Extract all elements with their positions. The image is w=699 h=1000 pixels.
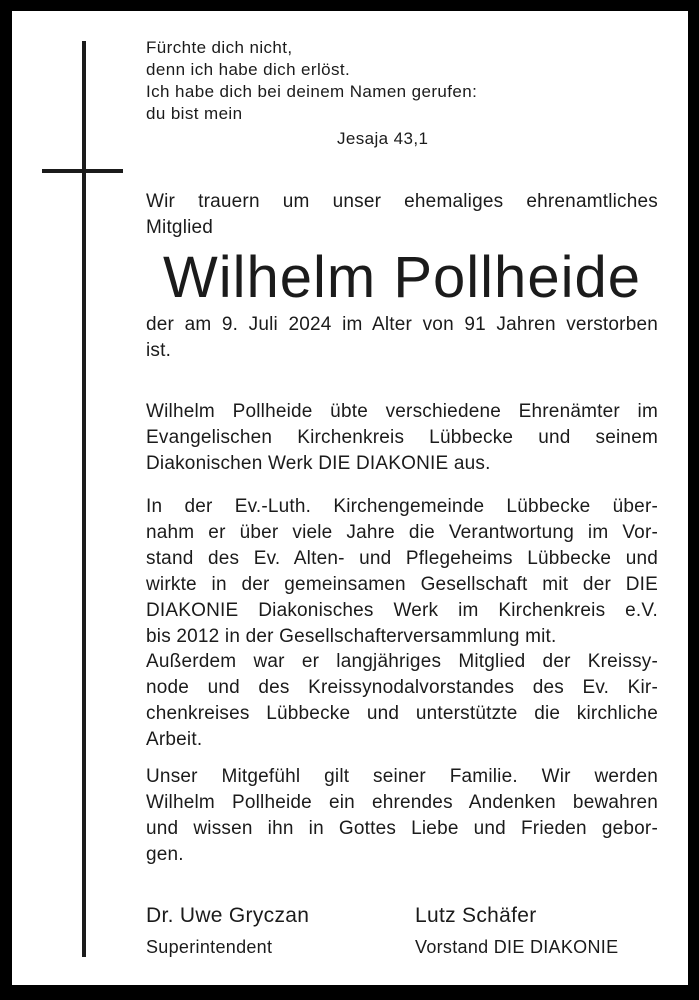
text-line: chenkreises Lübbecke und unterstützte die kirchliche <box>146 703 658 724</box>
cross-horizontal-bar <box>42 169 123 173</box>
text-line: stand des Ev. Alten- und Pflegeheims Lübbecke und <box>146 548 658 569</box>
text-line: Wilhelm Pollheide ein ehrendes Andenken bewahren <box>146 792 658 813</box>
death-statement <box>146 312 658 364</box>
text-line: Unser Mitgefühl gilt seiner Familie. Wir werden <box>146 766 658 787</box>
obituary-paragraph-condolence <box>146 764 658 868</box>
text-line: ist. <box>146 340 172 361</box>
signatory-name: Lutz Schäfer <box>415 904 537 927</box>
text-line: wirkte in der gemeinsamen Gesellschaft mit der DIE <box>146 574 658 595</box>
text-line: bis 2012 in der Gesellschafterversammlung mit. <box>146 626 557 647</box>
signature-right <box>415 903 658 959</box>
text-line: Arbeit. <box>146 729 203 750</box>
text-line: du bist mein <box>146 104 243 123</box>
text-line: node und des Kreissynodalvorstandes des Ev. Kir- <box>146 677 658 698</box>
deceased-name: Wilhelm Pollheide <box>163 245 641 310</box>
text-line: Außerdem war er langjähriges Mitglied der Kreissy- <box>146 651 658 672</box>
text-line: der am 9. Juli 2024 im Alter von 91 Jahren verstorben <box>146 314 658 335</box>
text-line: gen. <box>146 844 184 865</box>
signature-left <box>146 903 415 959</box>
text-line: nahm er über viele Jahre die Verantwortung im Vor- <box>146 522 658 543</box>
text-line: Wilhelm Pollheide übte verschiedene Ehrenämter im <box>146 401 658 422</box>
obituary-card <box>12 11 688 985</box>
mourning-intro <box>146 189 658 241</box>
text-line: Fürchte dich nicht, <box>146 38 293 57</box>
text-line: Ich habe dich bei deinem Namen gerufen: <box>146 82 478 101</box>
text-line: und wissen ihn in Gottes Liebe und Frieden gebor- <box>146 818 658 839</box>
signatory-role: Superintendent <box>146 937 273 957</box>
obituary-paragraph-synod <box>146 649 658 753</box>
text-line: denn ich habe dich erlöst. <box>146 60 351 79</box>
text-line: Diakonischen Werk DIE DIAKONIE aus. <box>146 453 491 474</box>
text-line: DIAKONIE Diakonisches Werk im Kirchenkreis e.V. <box>146 600 658 621</box>
signature-block <box>146 903 658 959</box>
signatory-name: Dr. Uwe Gryczan <box>146 904 310 927</box>
obituary-paragraph-parish <box>146 494 658 650</box>
text-line: Evangelischen Kirchenkreis Lübbecke und seinem <box>146 427 658 448</box>
cross-vertical-bar <box>82 41 86 957</box>
text-line: Mitglied <box>146 217 214 238</box>
scripture-attribution: Jesaja 43,1 <box>337 129 429 148</box>
scripture-quote <box>146 37 658 125</box>
text-line: In der Ev.-Luth. Kirchengemeinde Lübbecke über- <box>146 496 658 517</box>
signatory-role: Vorstand DIE DIAKONIE <box>415 937 619 957</box>
obituary-paragraph-offices <box>146 399 658 477</box>
text-line: Wir trauern um unser ehemaliges ehrenamtliches <box>146 191 658 212</box>
